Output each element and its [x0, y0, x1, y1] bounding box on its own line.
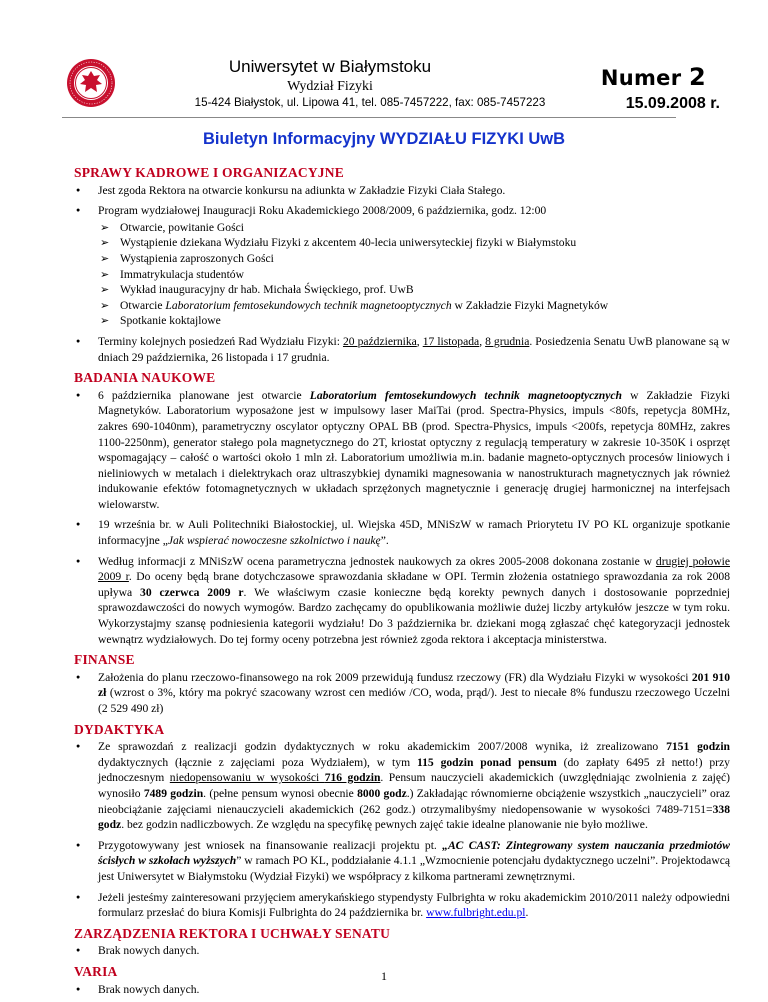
list-item: ● Brak nowych danych.	[74, 943, 730, 959]
hours-value: 7489 godzin	[143, 786, 204, 800]
item-text: Terminy kolejnych posiedzeń Rad Wydziału Fizyki:	[98, 334, 343, 348]
item-text: . We właściwym czasie konieczne będą korekty pewnych danych i dostosowanie poprzedniej sprawozdawczości do nowych wymogów. Bardzo zachęcamy do opublikowania możliwie dużej liczby artykułów jeszcze w tym roku. Wykorzystajmy szansę podniesienia kategorii wydziału! Do 3 października br. dziekani mogą zgłaszać chęć kategoryzacji jednostek wewnątrz wydziałowych. Do tej formy oceny potrzebna jest również zgoda rektora i akceptacja ministerstwa.	[98, 585, 730, 646]
hours-value: 7151 godzin	[666, 740, 730, 754]
issue-number	[601, 63, 706, 91]
fulbright-link[interactable]: www.fulbright.edu.pl	[426, 906, 526, 920]
section-list-teaching	[74, 739, 730, 921]
hours-value: 8000 godz	[357, 786, 407, 800]
meeting-date: 17 listopada	[422, 334, 480, 348]
university-seal-icon	[66, 58, 116, 108]
list-item	[74, 838, 730, 885]
list-item	[74, 554, 730, 648]
item-text: Założenia do planu rzeczowo-finansowego na rok 2009 przewidują fundusz rzeczowy (FR) dla Wydziału Fizyki w wysokości	[98, 670, 692, 684]
list-item: ● Terminy kolejnych posiedzeń Rad Wydziału Fizyki: 20 października, 17 listopada, 8 grudnia. Posiedzenia Senatu UwB planowane są w dniach 29 października, 26 listopada i 17 grudnia.	[74, 334, 730, 365]
item-text: Według informacji z MNiSzW ocena parametryczna jednostek naukowych za okres 2005-2008 dokonana zostanie w	[98, 554, 656, 568]
list-item	[74, 388, 730, 513]
item-text: (do zapłaty 6495 zł netto!) przy jednoczesnym	[98, 755, 730, 785]
item-text: Jeżeli jesteśmy zainteresowani przyjęciem amerykańskiego stypendysty Fulbrighta w roku akademickim 2010/2011 należy odpowiedni formularz przesłać do biura Komisji Fulbrighta do 24 października br.	[98, 890, 730, 920]
agenda-item: ➢ Immatrykulacja studentów	[98, 267, 730, 283]
item-text: . Posiedzenia Senatu UwB planowane są w dniach 29 października, 26 listopada i 17 grudnia.	[98, 334, 730, 364]
item-text: Program wydziałowej Inauguracji Roku Akademickiego 2008/2009, 6 października, godz. 12:00	[98, 204, 547, 218]
item-text: ” w ramach PO KL, poddziałanie 4.1.1 „Wzmocnienie potencjału dydaktycznego uczelni”. Projektodawcą jest Uniwersytet w Białymstoku (Wydział Fizyki) we współpracy z kilkoma partnerami zewnętrznymi.	[98, 854, 730, 883]
agenda-text: w Zakładzie Fizyki Magnetyków	[451, 298, 609, 312]
issue-date: 15.09.2008 r.	[625, 95, 720, 112]
agenda-text: Otwarcie	[120, 298, 166, 312]
meeting-date: 20 października	[342, 334, 417, 348]
deadline-date: 30 czerwca 2009 r	[140, 585, 244, 599]
bulletin-title: Biuletyn Informacyjny WYDZIAŁU FIZYKI UwB	[202, 130, 566, 148]
agenda-item: ➢ Otwarcie, powitanie Gości	[98, 220, 730, 236]
list-item	[74, 670, 730, 717]
section-list-finance	[74, 670, 730, 717]
header-divider	[62, 117, 676, 118]
agenda-item: ➢ Wykład inauguracyjny dr hab. Michała Święckiego, prof. UwB	[98, 282, 730, 298]
fund-amount: 201 910 zł	[98, 670, 730, 700]
issue-number-label: Numer	[600, 66, 682, 90]
page-number: 1	[381, 969, 387, 983]
agenda-item: ➢ Spotkanie koktajlowe	[98, 313, 730, 329]
underlined-text: niedopensowaniu w wysokości	[169, 771, 325, 785]
project-title: „AC CAST: Zintegrowany system nauczania przedmiotów ścisłych w szkołach wyższych	[98, 838, 730, 868]
agenda-item: ➢ Wystąpienia zaproszonych Gości	[98, 251, 730, 267]
item-text: . Do oceny będą brane dotychczasowe sprawozdania składane w OPI. Termin złożenia ostatniego sprawozdania za rok 2008 upływa	[98, 570, 730, 599]
hours-value: 716 godzin	[324, 771, 381, 785]
lab-name: Laboratorium femtosekundowych technik magnetooptycznych	[309, 388, 622, 402]
faculty-name: Wydział Fizyki	[287, 79, 373, 94]
item-text: . (pełne pensum wynosi obecnie	[203, 786, 358, 800]
section-heading-teaching: DYDAKTYKA	[74, 721, 165, 737]
list-item	[74, 890, 730, 921]
agenda-item	[98, 298, 730, 314]
inauguration-agenda	[98, 220, 730, 329]
section-heading-finance: FINANSE	[74, 652, 135, 668]
section-heading-varia: VARIA	[74, 963, 118, 979]
item-text: 19 września br. w Auli Politechniki Białostockiej, ul. Wiejska 45D, MNiSzW w ramach Priorytetu IV PO KL organizuje spotkanie informacyjne „	[98, 518, 730, 548]
section-heading-orders: ZARZĄDZENIA REKTORA I UCHWAŁY SENATU	[74, 925, 391, 941]
hours-value: 115 godzin ponad pensum	[416, 755, 557, 769]
issue-number-value: 2	[689, 63, 706, 91]
item-text: Jest zgoda Rektora na otwarcie konkursu na adiunkta w Zakładzie Fizyki Ciała Stałego.	[98, 183, 506, 197]
item-text: Ze sprawozdań z realizacji godzin dydaktycznych w roku akademickim 2007/2008 wynika, iż zrealizowano	[98, 740, 667, 754]
letterhead	[0, 0, 768, 122]
list-item	[74, 203, 730, 329]
hours-value: 338 godz	[98, 802, 730, 832]
evaluation-date: drugiej połowie 2009 r	[98, 554, 730, 584]
item-text: dydaktycznych (łącznie z zajęciami poza Wydziałem), w tym	[98, 755, 417, 769]
section-heading-research: BADANIA NAUKOWE	[74, 370, 216, 386]
item-text: (wzrost o 3%, który ma pokryć szacowany wzrost cen mediów /CO, woda, prąd/). Jest to niecałe 8% funduszu rzeczowego Uczelni (2 529 490 zł)	[98, 686, 730, 715]
section-list-staff	[74, 183, 730, 366]
item-text: . bez godzin nadliczbowych. Ze względu na specyfikę pewnych zajęć takie idealne planowanie nie było możliwe.	[121, 818, 648, 832]
list-item	[74, 739, 730, 833]
section-heading-staff: SPRAWY KADROWE I ORGANIZACYJNE	[74, 165, 344, 180]
lab-name: Laboratorium femtosekundowych technik magnetooptycznych	[165, 298, 452, 312]
contact-address: 15-424 Białystok, ul. Lipowa 41, tel. 085-7457222, fax: 085-7457223	[194, 96, 546, 109]
item-text: Przygotowywany jest wniosek na finansowanie realizacji projektu pt.	[98, 838, 443, 852]
item-text: .) Zakładając równomierne obciążenie wszystkich „nauczycieli” oraz nieobciążanie zajęciami nienauczycieli akademickich (262 godz.) otrzymalibyśmy niedopensowanie w wysokości 7489-7151=	[98, 786, 730, 816]
item-text: . Pensum nauczycieli akademickich (uwzględniając zwolnienia z zajęć) wynosiło	[98, 771, 730, 800]
event-title: Jak wspierać nowoczesne szkolnictwo i naukę	[167, 534, 381, 548]
list-item: ● Brak nowych danych.	[74, 982, 730, 998]
item-text: 6 października planowane jest otwarcie	[98, 388, 310, 402]
agenda-item: ➢ Wystąpienie dziekana Wydziału Fizyki z akcentem 40-lecia uniwersyteckiej fizyki w Białymstoku	[98, 235, 730, 251]
meeting-date: 8 grudnia	[485, 334, 530, 348]
university-name: Uniwersytet w Białymstoku	[228, 57, 432, 76]
list-item	[74, 517, 730, 548]
list-item	[74, 183, 730, 199]
item-text: ”.	[380, 534, 389, 548]
section-list-research	[74, 388, 730, 648]
bulletin-body	[74, 162, 730, 1002]
item-text: .	[525, 906, 529, 920]
section-list-orders	[74, 943, 730, 959]
item-text: w Zakładzie Fizyki Magnetyków. Laboratorium wyposażone jest w impulsowy laser MaiTai (prod. Spectra-Physics, impuls <80fs, repetycja 80MHz, zakres 690-1040nm), parametryczny oscylator optyczny OPAL BB (prod. Spectra-Physics, impuls <200fs, repetycja 80MHz, zakres 1100-2250nm), generator stałego pola magnetycznego do 2T, kriostat optyczny z regulacją temperatury w zakresie 10-350K i osprzęt wspomagający – całość o wartości około 1 mln zł. Laboratorium umożliwia m.in. badanie magneto-optycznych procesów liniowych i nieliniowych w metalach i dielektrykach oraz ultraszybkiej dynamiki magnesowania w nanostrukturach magnetycznych jak również indukowanie efektów fotomagnetycznych w układach sprzężonych magnetycznie i generację drugiej harmonicznej na interfejsach wielowarstw.	[98, 388, 730, 511]
